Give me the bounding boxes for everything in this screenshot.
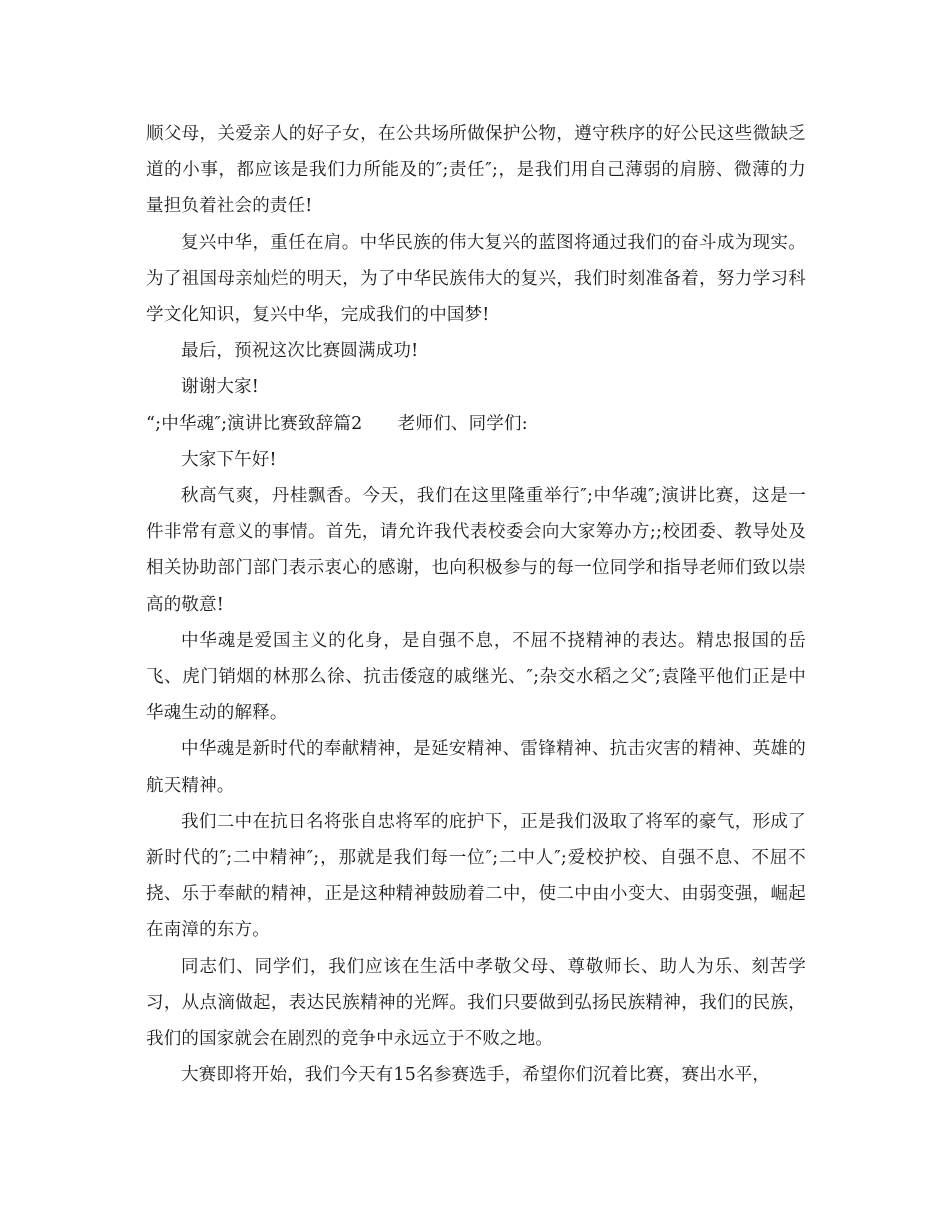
paragraph-2: 复兴中华，重任在肩。中华民族的伟大复兴的蓝图将通过我们的奋斗成为现实。为了祖国母亲灿烂的明天，为了中华民族伟大的复兴，我们时刻准备着，努力学习科学文化知识，复兴中华，完成我们的中国梦! xyxy=(146,232,806,326)
paragraph-11: 同志们、同学们，我们应该在生活中孝敬父母、尊敬师长、助人为乐、刻苦学习，从点滴做起，表达民族精神的光辉。我们只要做到弘扬民族精神，我们的民族，我们的国家就会在剧烈的竞争中永远立于不败之地。 xyxy=(146,956,806,1050)
section-heading: “;中华魂″;演讲比赛致辞篇2 老师们、同学们: xyxy=(146,413,528,434)
paragraph-9: 中华魂是新时代的奉献精神，是延安精神、雷锋精神、抗击灾害的精神、英雄的航天精神。 xyxy=(146,739,806,796)
paragraph-4: 谢谢大家! xyxy=(181,377,260,398)
paragraph-12: 大赛即将开始，我们今天有15名参赛选手，希望你们沉着比赛，赛出水平， xyxy=(181,1065,771,1086)
paragraph-3: 最后，预祝这次比赛圆满成功! xyxy=(181,341,419,362)
paragraph-7: 秋高气爽，丹桂飘香。今天，我们在这里隆重举行″;中华魂″;演讲比赛，这是一件非常有意义的事情。首先，请允许我代表校委会向大家筹办方;;校团委、教导处及相关协助部门部门表示衷心的感谢，也向积极参与的每一位同学和指导老师们致以崇高的敬意! xyxy=(146,486,806,615)
paragraph-1: 顺父母，关爱亲人的好子女，在公共场所做保护公物，遵守秩序的好公民这些微缺乏道的小事，都应该是我们力所能及的″;责任″;，是我们用自己薄弱的肩膀、微薄的力量担负着社会的责任! xyxy=(146,124,806,217)
paragraph-6: 大家下午好! xyxy=(181,449,277,470)
paragraph-10: 我们二中在抗日名将张自忠将军的庇护下，正是我们汲取了将军的豪气，形成了新时代的″;二中精神″;，那就是我们每一位″;二中人″;爱校护校、自强不息、不屈不挠、乐于奉献的精神，正是这种精神鼓励着二中，使二中由小变大、由弱变强，崛起在南漳的东方。 xyxy=(146,811,806,941)
paragraph-8: 中华魂是爱国主义的化身，是自强不息，不屈不挠精神的表达。精忠报国的岳飞、虎门销烟的林那么徐、抗击倭寇的戚继光、″;杂交水稻之父″;袁隆平他们正是中华魂生动的解释。 xyxy=(146,630,806,724)
document-body xyxy=(146,116,806,1093)
